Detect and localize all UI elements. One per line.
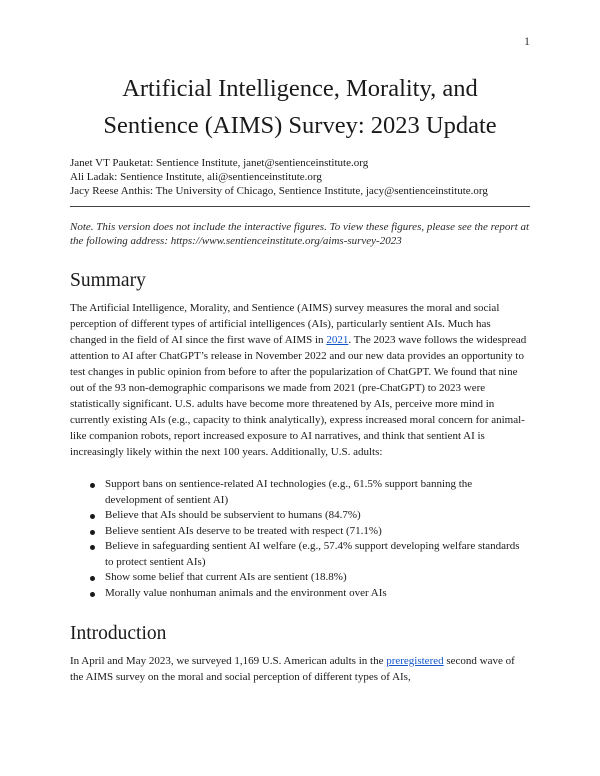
document-title [70, 70, 530, 144]
summary-text-before-link: The Artificial Intelligence, Morality, and Sentience (AIMS) survey measures the moral and social perception of different types of artificial intelligences (AIs), particularly sentient AIs. Much has changed in the field of AI since the first wave of AIMS in [70, 302, 500, 347]
list-item-text: Believe sentient AIs deserve to be treated with respect (71.1%) [105, 524, 382, 537]
summary-text-after-link: . The 2023 wave follows the widespread attention to AI after ChatGPT’s release in November 2022 and our new data provides an opportunity to test changes in public opinion from before to after the popularization of ChatGPT. We found that nine out of the 93 non-demographic comparisons we made from 2021 (pre-ChatGPT) to 2023 were statistically significant. U.S. adults have become more threatened by AIs, perceive more mind in currently existing AIs (e.g., capacity to think analytically), express increased moral concern for animal-like companion robots, report increased exposure to AI narratives, and think that sentient AI is increasingly likely within the next 100 years. Additionally, U.S. adults: [70, 334, 527, 459]
intro-text-before-link: In April and May 2023, we surveyed 1,169 U.S. American adults in the [70, 655, 387, 668]
list-item-text: Show some belief that current AIs are sentient (18.8%) [105, 571, 347, 584]
intro-text-after-link: second wave of the AIMS survey on the moral and social perception of different types of AIs, [70, 655, 515, 684]
bullet-icon [90, 545, 95, 550]
findings-list [70, 477, 530, 601]
list-item-text: Believe in safeguarding sentient AI welfare (e.g., 57.4% support developing welfare standards to protect sentient AIs) [105, 540, 520, 568]
interactive-figures-note: Note. This version does not include the interactive figures. To view these figures, please see the report at the following address: https://www.sentienceinstitute.org/aims-survey-2023 [70, 220, 530, 247]
list-item-text: Support bans on sentience-related AI technologies (e.g., 61.5% support banning the development of sentient AI) [105, 478, 473, 506]
page-number: 1 [524, 34, 530, 48]
list-item [90, 539, 530, 570]
document-body [70, 70, 530, 696]
list-item-text: Believe that AIs should be subservient to humans (84.7%) [105, 509, 361, 522]
author-line: Janet VT Pauketat: Sentience Institute, janet@sentienceinstitute.org [70, 157, 369, 169]
list-item [90, 586, 530, 602]
author-line: Ali Ladak: Sentience Institute, ali@sentienceinstitute.org [70, 171, 322, 184]
horizontal-divider [70, 206, 530, 207]
summary-heading: Summary [70, 270, 146, 292]
preregistered-link[interactable]: preregistered [386, 655, 444, 668]
introduction-heading: Introduction [70, 623, 167, 645]
summary-paragraph [70, 300, 530, 460]
author-list [70, 156, 530, 199]
bullet-icon [90, 576, 95, 581]
list-item [90, 570, 530, 586]
introduction-paragraph [70, 653, 530, 685]
bullet-icon [90, 592, 95, 597]
bullet-icon [90, 483, 95, 488]
aims-2021-link[interactable]: 2021 [326, 334, 349, 347]
title-line-2: Sentience (AIMS) Survey: 2023 Update [103, 112, 497, 139]
title-line-1: Artificial Intelligence, Morality, and [122, 75, 478, 102]
author-line: Jacy Reese Anthis: The University of Chicago, Sentience Institute, jacy@sentienceinstitute.org [70, 185, 488, 198]
list-item [90, 524, 530, 540]
list-item [90, 508, 530, 524]
list-item [90, 477, 530, 508]
bullet-icon [90, 530, 95, 535]
bullet-icon [90, 514, 95, 519]
list-item-text: Morally value nonhuman animals and the environment over AIs [105, 586, 387, 599]
